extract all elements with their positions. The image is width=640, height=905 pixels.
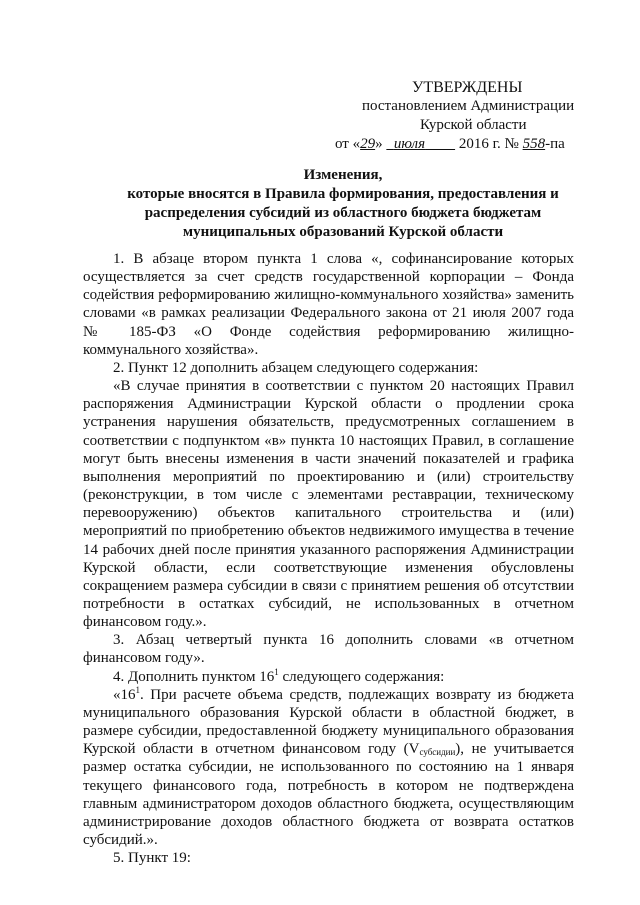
paragraph-6-post: ), не учитывается размер остатка субсидии, не использованного по состоянию на 1 января текущего финансового года, потребность в котором не подтверждена главным администратором доходов областного бюджета, осуществляющим администрирование доходов областного бюджета от возврата остатков субсидий.».	[83, 741, 574, 848]
paragraph-2: 2. Пункт 12 дополнить абзацем следующего содержания:	[113, 359, 479, 376]
paragraph-6-mid: . При расчете объема средств, подлежащих возврату из бюджета муниципального образования Курской области в областной бюджет, в размере субсидии, предоставленной бюджету муниципального образования Курской области в отчетном финансовом году (V	[83, 686, 574, 758]
approval-line-1: постановлением Администрации	[362, 98, 575, 114]
document-body	[83, 250, 574, 867]
paragraph-5-pre: 4. Дополнить пунктом 16	[113, 668, 275, 685]
paragraph-5-sup: 1	[274, 666, 279, 677]
heading-line-3: распределения субсидий из областного бюджета бюджетам	[144, 205, 542, 221]
paragraph-1: 1. В абзаце втором пункта 1 слова «, софинансирование которых осуществляется за счет средств государственной корпорации – Фонда содействия реформированию жилищно-коммунального хозяйства» заменить словами «в рамках реализации Федерального закона от 21 июля 2007 года № 185-ФЗ «О Фонде содействия реформированию жилищно-коммунального хозяйства».	[83, 251, 574, 358]
paragraph-5	[83, 668, 574, 686]
date-month	[386, 136, 455, 152]
approval-line-2: Курской области	[420, 117, 527, 133]
date-day: 29	[360, 136, 376, 152]
document-number: 558	[522, 136, 546, 152]
date-prefix: от «	[335, 136, 361, 152]
date-mid: »	[375, 136, 383, 152]
approval-title: УТВЕРЖДЕНЫ	[412, 79, 523, 96]
heading-line-4: муниципальных образований Курской области	[182, 224, 504, 240]
heading-line-2: которые вносятся в Правила формирования, предоставления и	[127, 186, 559, 202]
paragraph-6	[83, 686, 574, 849]
date-month-text: июля	[393, 136, 426, 152]
paragraph-6-sup: 1	[135, 684, 140, 695]
paragraph-6-sub: субсидии	[419, 747, 456, 758]
approval-date-line	[330, 135, 610, 154]
paragraph-6-pre: «16	[113, 686, 136, 703]
approval-block	[330, 78, 610, 154]
paragraph-5-post: следующего содержания:	[278, 668, 445, 685]
heading-line-1: Изменения,	[303, 167, 383, 183]
number-suffix: -па	[545, 136, 565, 152]
date-suffix: 2016 г. №	[458, 136, 519, 152]
paragraph-7: 5. Пункт 19:	[113, 850, 191, 867]
paragraph-4: 3. Абзац четвертый пункта 16 дополнить словами «в отчетном финансовом году».	[83, 632, 574, 667]
paragraph-3: «В случае принятия в соответствии с пунктом 20 настоящих Правил распоряжения Администрации Курской области о продлении срока устранения нарушения обязательств, предусмотренных соглашением в соответствии с подпунктом «в» пункта 10 настоящих Правил, в соглашение могут быть внесены изменения в части значений показателей и графика выполнения мероприятий по проектированию и (или) строительству (реконструкции, в том числе с элементами реставрации, техническому перевооружению) объектов капитального строительства и (или) мероприятий по приобретению объектов недвижимого имущества в течение 14 рабочих дней после принятия указанного распоряжения Администрации Курской области, если соответствующие изменения обусловлены сокращением размера субсидии в связи с принятием решения об отсутствии потребности в остатках субсидий, не использованных в отчетном финансовом году.».	[83, 378, 574, 631]
document-heading	[108, 166, 578, 242]
